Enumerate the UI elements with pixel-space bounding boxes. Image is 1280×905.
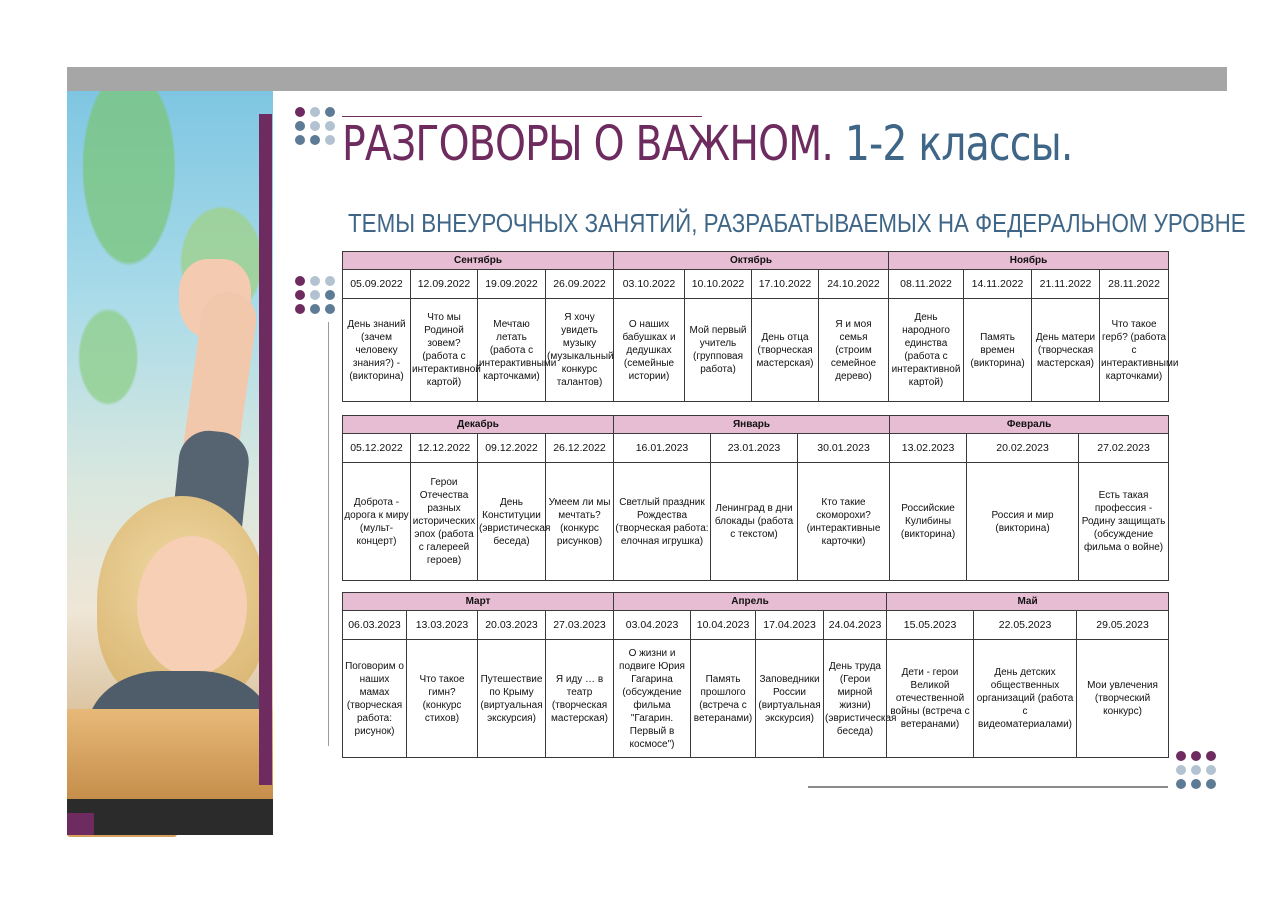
date-cell: 26.09.2022 (546, 270, 614, 299)
month-header: Апрель (614, 593, 887, 611)
month-header: Январь (614, 416, 890, 434)
date-cell: 13.02.2023 (890, 434, 967, 463)
topic-cell: О наших бабушках и дедушках (семейные истории) (614, 299, 685, 402)
vertical-divider (328, 322, 329, 746)
date-cell: 23.01.2023 (711, 434, 798, 463)
topic-cell: Россия и мир (викторина) (967, 463, 1079, 581)
topic-cell: Что такое гимн? (конкурс стихов) (407, 640, 478, 758)
topic-cell: Ленинград в дни блокады (работа с текстом) (711, 463, 798, 581)
dots-decoration-bottom (1176, 751, 1217, 789)
date-cell: 24.04.2023 (824, 611, 887, 640)
date-cell: 27.03.2023 (546, 611, 614, 640)
topic-cell: День отца (творческая мастерская) (752, 299, 819, 402)
month-header: Ноябрь (889, 252, 1169, 270)
date-cell: 26.12.2022 (546, 434, 614, 463)
date-cell: 06.03.2023 (343, 611, 407, 640)
topic-cell: День матери (творческая мастерская) (1032, 299, 1100, 402)
topic-cell: Доброта - дорога к миру (мульт-концерт) (343, 463, 411, 581)
date-cell: 20.02.2023 (967, 434, 1079, 463)
topic-cell: Заповедники России (виртуальная экскурсия) (756, 640, 824, 758)
date-cell: 03.10.2022 (614, 270, 685, 299)
topic-cell: Кто такие скоморохи? (интерактивные карточки) (798, 463, 890, 581)
topic-cell: Я иду … в театр (творческая мастерская) (546, 640, 614, 758)
date-cell: 27.02.2023 (1079, 434, 1169, 463)
topic-cell: День знаний (зачем человеку знания?) - (викторина) (343, 299, 411, 402)
date-cell: 08.11.2022 (889, 270, 964, 299)
date-cell: 22.05.2023 (974, 611, 1077, 640)
topic-cell: Российские Кулибины (викторина) (890, 463, 967, 581)
topic-cell: Мечтаю летать (работа с интерактивными карточками) (478, 299, 546, 402)
month-header: Март (343, 593, 614, 611)
date-cell: 10.10.2022 (685, 270, 752, 299)
dots-decoration-top (295, 107, 336, 145)
title-main: РАЗГОВОРЫ О ВАЖНОМ. (342, 116, 834, 172)
topic-cell: День детских общественных организаций (работа с видеоматериалами) (974, 640, 1077, 758)
date-cell: 09.12.2022 (478, 434, 546, 463)
date-cell: 20.03.2023 (478, 611, 546, 640)
schedule-table-mar-may (342, 592, 1169, 758)
topic-cell: День труда (Герои мирной жизни) (эвристическая беседа) (824, 640, 887, 758)
topic-cell: Мои увлечения (творческий конкурс) (1077, 640, 1169, 758)
page-subtitle: ТЕМЫ ВНЕУРОЧНЫХ ЗАНЯТИЙ, РАЗРАБАТЫВАЕМЫХ НА ФЕДЕРАЛЬНОМ УРОВНЕ (348, 208, 1246, 238)
month-header: Октябрь (614, 252, 889, 270)
topic-cell: Я хочу увидеть музыку (музыкальный конкурс талантов) (546, 299, 614, 402)
topic-cell: Поговорим о наших мамах (творческая работа: рисунок) (343, 640, 407, 758)
date-cell: 16.01.2023 (614, 434, 711, 463)
date-cell: 12.09.2022 (411, 270, 478, 299)
date-cell: 17.10.2022 (752, 270, 819, 299)
topic-cell: Дети - герои Великой отечественной войны (встреча с ветеранами) (887, 640, 974, 758)
month-header: Май (887, 593, 1169, 611)
date-cell: 10.04.2023 (691, 611, 756, 640)
page-title (342, 116, 1073, 172)
topic-cell: Что такое герб? (работа с интерактивными карточками) (1100, 299, 1169, 402)
month-header: Сентябрь (343, 252, 614, 270)
month-header: Декабрь (343, 416, 614, 434)
date-cell: 15.05.2023 (887, 611, 974, 640)
date-cell: 21.11.2022 (1032, 270, 1100, 299)
month-header: Февраль (890, 416, 1169, 434)
topic-cell: Путешествие по Крыму (виртуальная экскурсия) (478, 640, 546, 758)
bottom-rule (808, 786, 1168, 788)
topic-cell: Есть такая профессия - Родину защищать (обсуждение фильма о войне) (1079, 463, 1169, 581)
date-cell: 28.11.2022 (1100, 270, 1169, 299)
date-cell: 14.11.2022 (964, 270, 1032, 299)
topic-cell: День Конституции (эвристическая беседа) (478, 463, 546, 581)
title-grade: 1-2 классы. (833, 116, 1073, 172)
topic-cell: Память прошлого (встреча с ветеранами) (691, 640, 756, 758)
topic-cell: Что мы Родиной зовем? (работа с интерактивной картой) (411, 299, 478, 402)
student-photo (67, 91, 273, 835)
date-cell: 12.12.2022 (411, 434, 478, 463)
topic-cell: Я и моя семья (строим семейное дерево) (819, 299, 889, 402)
date-cell: 29.05.2023 (1077, 611, 1169, 640)
date-cell: 30.01.2023 (798, 434, 890, 463)
date-cell: 24.10.2022 (819, 270, 889, 299)
topic-cell: Память времен (викторина) (964, 299, 1032, 402)
topic-cell: Умеем ли мы мечтать? (конкурс рисунков) (546, 463, 614, 581)
date-cell: 03.04.2023 (614, 611, 691, 640)
schedule-table-sep-nov (342, 251, 1179, 402)
date-cell: 05.09.2022 (343, 270, 411, 299)
accent-bar (259, 114, 272, 785)
topic-cell: О жизни и подвиге Юрия Гагарина (обсуждение фильма "Гагарин. Первый в космосе") (614, 640, 691, 758)
top-bar (67, 67, 1227, 91)
topic-cell: Мой первый учитель (групповая работа) (685, 299, 752, 402)
dots-decoration-left (295, 276, 336, 314)
date-cell: 17.04.2023 (756, 611, 824, 640)
accent-square (67, 813, 94, 835)
date-cell: 13.03.2023 (407, 611, 478, 640)
date-cell: 19.09.2022 (478, 270, 546, 299)
date-cell: 05.12.2022 (343, 434, 411, 463)
topic-cell: Герои Отечества разных исторических эпох (работа с галереей героев) (411, 463, 478, 581)
schedule-table-dec-feb (342, 415, 1169, 581)
topic-cell: Светлый праздник Рождества (творческая работа: елочная игрушка) (614, 463, 711, 581)
topic-cell: День народного единства (работа с интерактивной картой) (889, 299, 964, 402)
